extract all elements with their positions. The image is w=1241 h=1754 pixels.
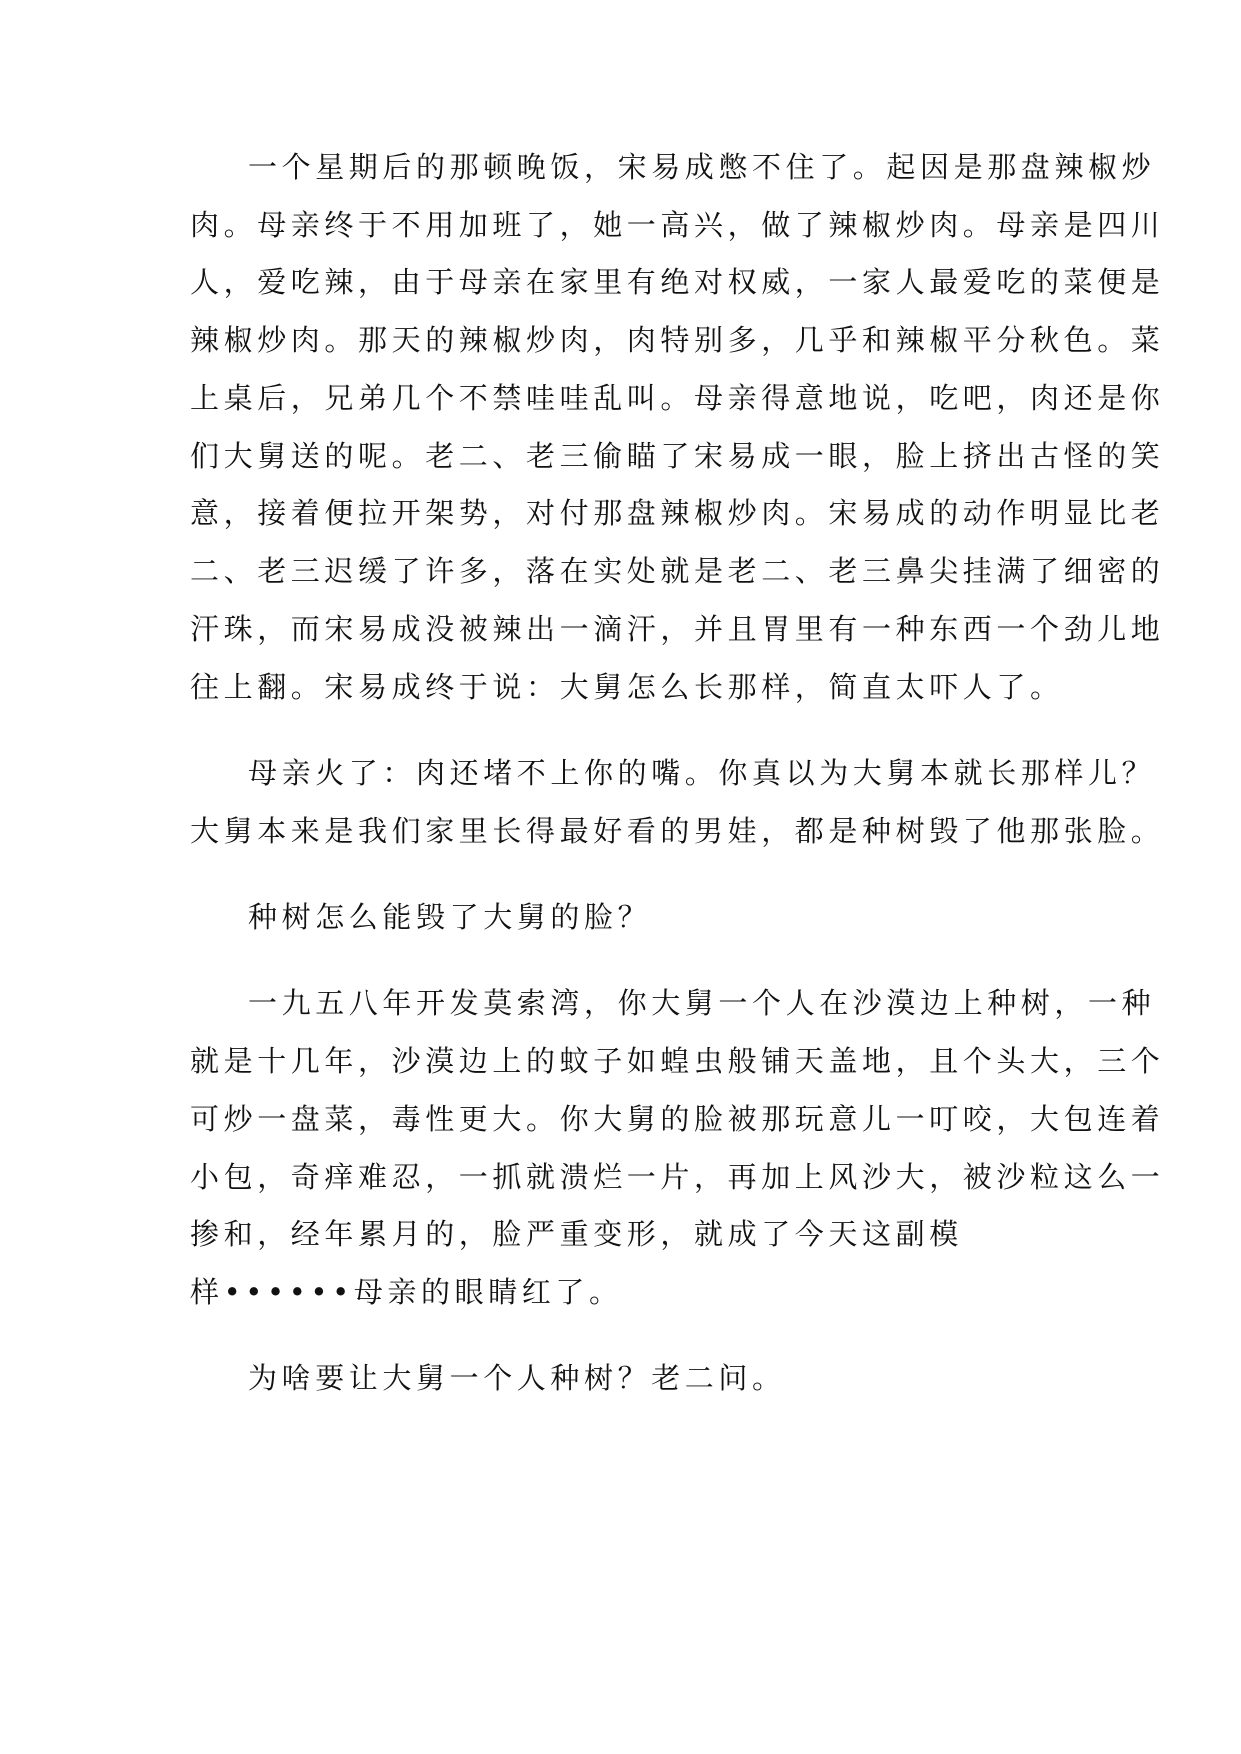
paragraph-1-line-8: 二、老三迟缓了许多，落在实处就是老二、老三鼻尖挂满了细密的 xyxy=(190,554,1165,588)
paragraph-1-line-4: 辣椒炒肉。那天的辣椒炒肉，肉特别多，几乎和辣椒平分秋色。菜 xyxy=(190,323,1165,357)
paragraph-3-line-1: 种树怎么能毁了大舅的脸？ xyxy=(248,900,652,934)
paragraph-1-line-7: 意，接着便拉开架势，对付那盘辣椒炒肉。宋易成的动作明显比老 xyxy=(190,496,1165,530)
paragraph-1-line-1: 一个星期后的那顿晚饭，宋易成憋不住了。起因是那盘辣椒炒 xyxy=(248,150,1156,184)
paragraph-1-line-9: 汗珠，而宋易成没被辣出一滴汗，并且胃里有一种东西一个劲儿地 xyxy=(190,612,1165,646)
paragraph-1-line-3: 人，爱吃辣，由于母亲在家里有绝对权威，一家人最爱吃的菜便是 xyxy=(190,265,1165,299)
paragraph-4-line-1: 一九五八年开发莫索湾，你大舅一个人在沙漠边上种树，一种 xyxy=(248,986,1156,1020)
paragraph-1-line-10: 往上翻。宋易成终于说：大舅怎么长那样，简直太吓人了。 xyxy=(190,670,1064,704)
paragraph-1-line-5: 上桌后，兄弟几个不禁哇哇乱叫。母亲得意地说，吃吧，肉还是你 xyxy=(190,381,1165,415)
paragraph-4-line-3: 可炒一盘菜，毒性更大。你大舅的脸被那玩意儿一叮咬，大包连着 xyxy=(190,1102,1165,1136)
paragraph-1-line-6: 们大舅送的呢。老二、老三偷瞄了宋易成一眼，脸上挤出古怪的笑 xyxy=(190,439,1165,473)
paragraph-4-line-4: 小包，奇痒难忍，一抓就溃烂一片，再加上风沙大，被沙粒这么一 xyxy=(190,1160,1165,1194)
paragraph-4-line-6: 样••••••母亲的眼睛红了。 xyxy=(190,1275,623,1309)
paragraph-4-line-2: 就是十几年，沙漠边上的蚊子如蝗虫般铺天盖地，且个头大，三个 xyxy=(190,1044,1165,1078)
paragraph-2-line-1: 母亲火了：肉还堵不上你的嘴。你真以为大舅本就长那样儿？ xyxy=(248,756,1156,790)
paragraph-2-line-2: 大舅本来是我们家里长得最好看的男娃，都是种树毁了他那张脸。 xyxy=(190,814,1165,848)
paragraph-5-line-1: 为啥要让大舅一个人种树？老二问。 xyxy=(248,1361,786,1395)
paragraph-1-line-2: 肉。母亲终于不用加班了，她一高兴，做了辣椒炒肉。母亲是四川 xyxy=(190,208,1165,242)
paragraph-4-line-5: 掺和，经年累月的，脸严重变形，就成了今天这副模 xyxy=(190,1217,963,1251)
